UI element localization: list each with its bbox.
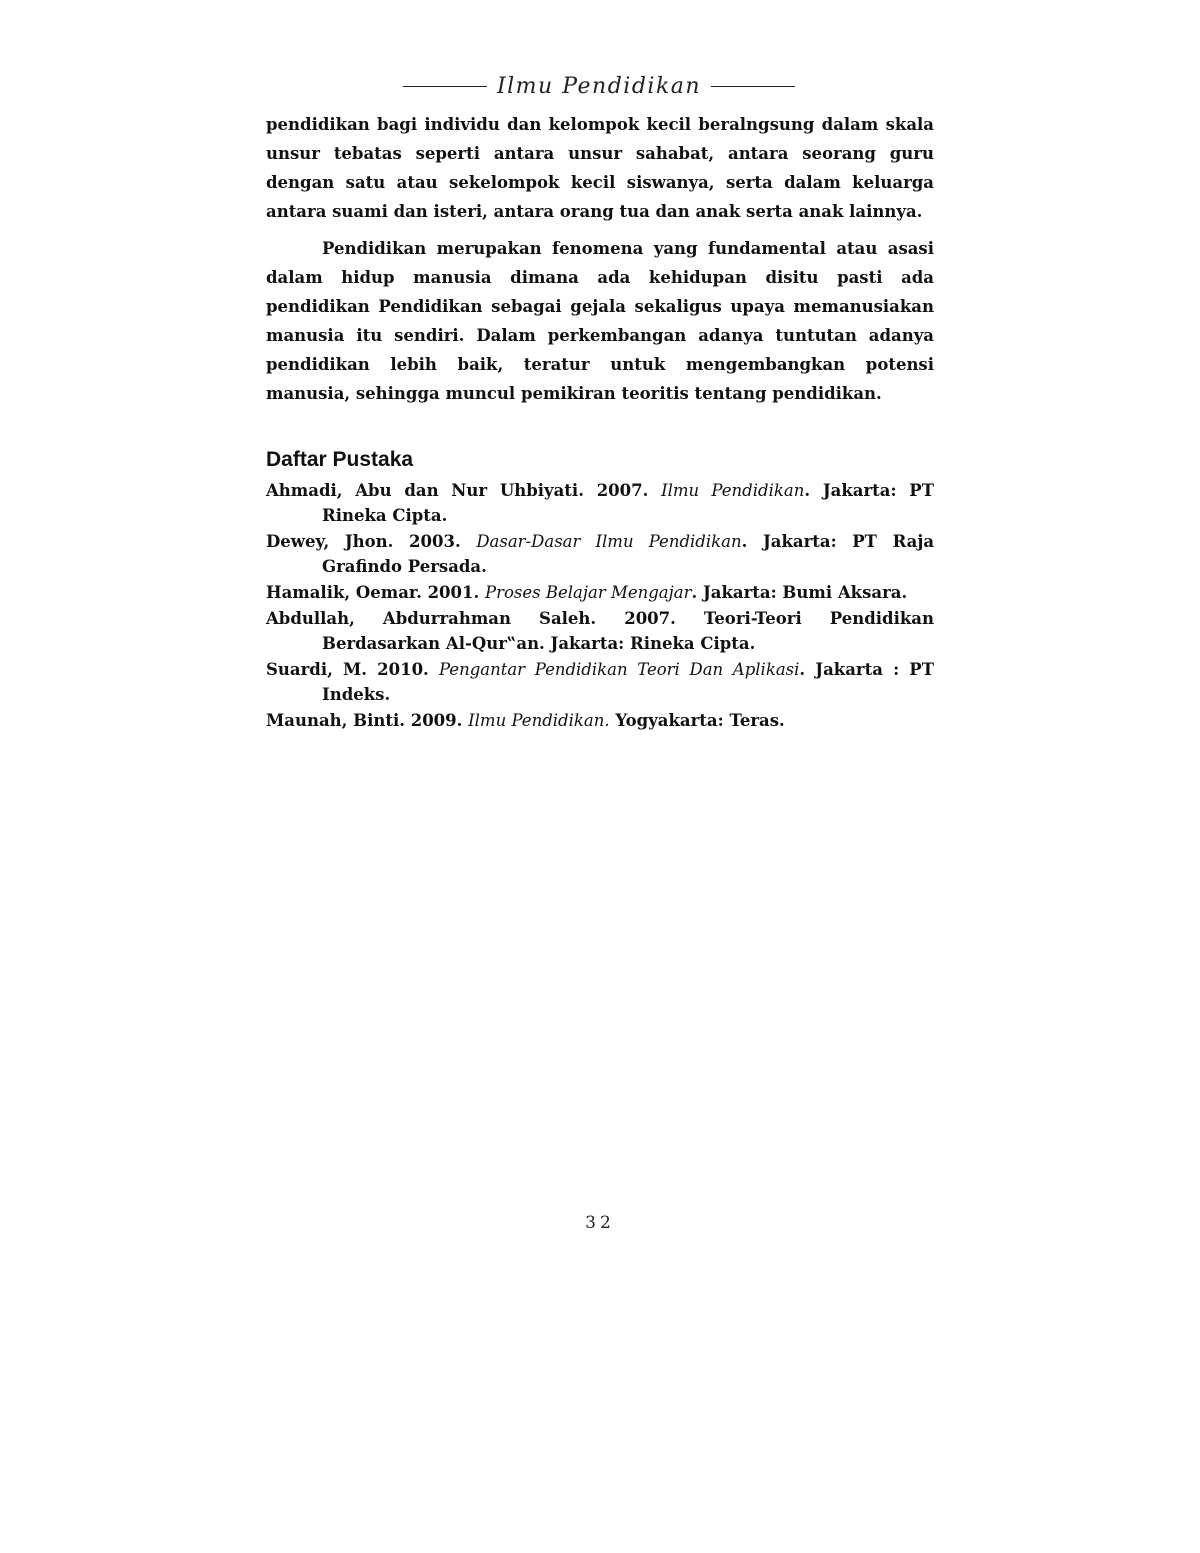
entry-title: Dasar-Dasar Ilmu Pendidikan xyxy=(476,532,742,551)
bibliography-list xyxy=(266,478,934,733)
bibliography-entry xyxy=(266,657,934,707)
entry-publisher: . Jakarta: PT Raja Grafindo Persada. xyxy=(322,532,935,576)
running-header-title: Ilmu Pendidikan xyxy=(496,73,702,99)
entry-publisher: . Jakarta : PT Indeks. xyxy=(322,660,934,704)
entry-author-year: Hamalik, Oemar. 2001. xyxy=(266,583,485,602)
page-content xyxy=(266,110,934,734)
entry-title: Ilmu Pendidikan xyxy=(661,481,805,500)
entry-title: Proses Belajar Mengajar xyxy=(485,583,692,602)
header-rule-right xyxy=(711,86,795,87)
bibliography-entry xyxy=(266,580,934,605)
bibliography-entry xyxy=(266,478,934,528)
running-header xyxy=(403,70,795,102)
entry-author-year: Dewey, Jhon. 2003. xyxy=(266,532,477,551)
bibliography-entry xyxy=(266,606,934,656)
header-rule-left xyxy=(403,86,487,87)
page-number: 32 xyxy=(585,1213,615,1233)
body-paragraph: Pendidikan merupakan fenomena yang fundamental atau asasi dalam hidup manusia dimana ada kehidupan disitu pasti ada pendidikan Pendidikan sebagai gejala sekaligus upaya memanusiakan manusia itu sendiri. Dalam perkembangan adanya tuntutan adanya pendidikan lebih baik, teratur untuk mengembangkan potensi manusia, sehingga muncul pemikiran teoritis tentang pendidikan. xyxy=(266,239,934,403)
bibliography-entry xyxy=(266,529,934,579)
entry-publisher: Yogyakarta: Teras. xyxy=(609,711,785,730)
entry-title: Ilmu Pendidikan. xyxy=(468,711,610,730)
entry-publisher: . Jakarta: Bumi Aksara. xyxy=(691,583,908,602)
body-paragraph: pendidikan bagi individu dan kelompok kecil beralngsung dalam skala unsur tebatas seperti antara unsur sahabat, antara seorang guru dengan satu atau sekelompok kecil siswanya, serta dalam keluarga antara suami dan isteri, antara orang tua dan anak serta anak lainnya. xyxy=(266,115,934,221)
bibliography-entry xyxy=(266,708,934,733)
entry-author-year: Ahmadi, Abu dan Nur Uhbiyati. 2007. xyxy=(266,481,662,500)
entry-author-year: Maunah, Binti. 2009. xyxy=(266,711,469,730)
entry-author-year: Abdullah, Abdurrahman Saleh. 2007. Teori-Teori Pendidikan Berdasarkan Al-Qur‟an. Jakarta: Rineka Cipta. xyxy=(266,609,934,653)
entry-author-year: Suardi, M. 2010. xyxy=(266,660,439,679)
entry-title: Pengantar Pendidikan Teori Dan Aplikasi xyxy=(438,660,800,679)
entry-publisher: . Jakarta: PT Rineka Cipta. xyxy=(322,481,934,525)
bibliography-heading: Daftar Pustaka xyxy=(266,448,414,471)
